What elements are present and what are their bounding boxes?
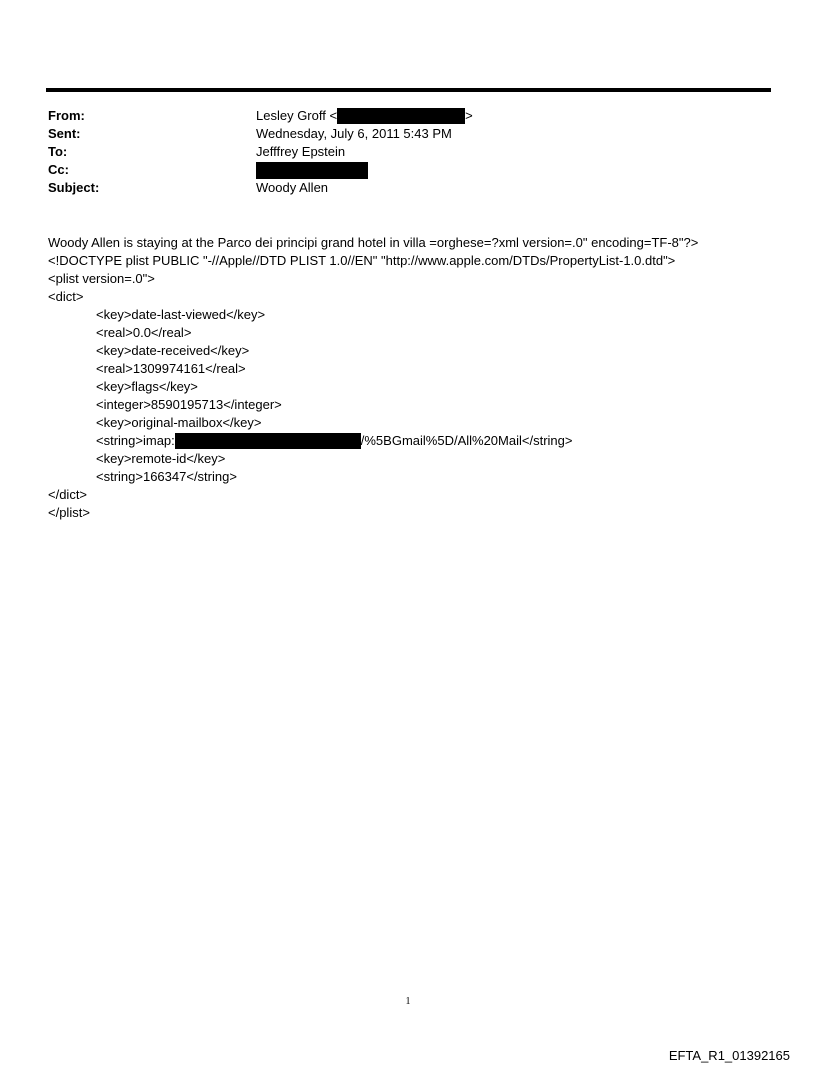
cc-label: Cc:	[48, 162, 69, 177]
to-label: To:	[48, 144, 68, 159]
body-line: <key>original-mailbox</key>	[96, 415, 262, 430]
header-rule	[46, 88, 771, 92]
subject-row	[48, 179, 748, 197]
body-line: <key>flags</key>	[96, 379, 198, 394]
body-line: <key>date-last-viewed</key>	[96, 307, 266, 322]
from-name: Lesley Groff <	[256, 108, 338, 123]
sent-value: Wednesday, July 6, 2011 5:43 PM	[256, 126, 452, 141]
cc-value	[256, 161, 368, 179]
from-close: >	[465, 108, 473, 123]
sent-label: Sent:	[48, 126, 81, 141]
sent-row	[48, 125, 748, 143]
subject-value: Woody Allen	[256, 180, 329, 195]
body-line: </plist>	[48, 505, 90, 520]
document-id: EFTA_R1_01392165	[668, 1048, 790, 1063]
body-line: Woody Allen is staying at the Parco dei principi grand hotel in villa =orghese=?xml version=.0" encoding=TF-8"?>	[48, 235, 699, 250]
from-value	[256, 107, 473, 125]
body-line: <key>remote-id</key>	[96, 451, 226, 466]
body-line: <real>1309974161</real>	[96, 361, 246, 376]
redaction-bar	[256, 162, 368, 179]
cc-row	[48, 161, 748, 179]
body-line: <!DOCTYPE plist PUBLIC "-//Apple//DTD PLIST 1.0//EN" "http://www.apple.com/DTDs/PropertyList-1.0.dtd">	[48, 253, 676, 268]
email-header	[48, 107, 748, 197]
body-line: <key>date-received</key>	[96, 343, 250, 358]
body-line: <string>166347</string>	[96, 469, 237, 484]
body-line: <integer>8590195713</integer>	[96, 397, 282, 412]
body-line-imap	[48, 432, 778, 450]
to-row	[48, 143, 748, 161]
page-number: 1	[405, 996, 411, 1007]
body-line: <real>0.0</real>	[96, 325, 192, 340]
body-line: <dict>	[48, 289, 84, 304]
redaction-bar	[175, 433, 361, 449]
imap-prefix: <string>imap:	[96, 433, 175, 448]
body-line: </dict>	[48, 487, 88, 502]
from-label: From:	[48, 108, 85, 123]
email-body	[48, 234, 778, 522]
body-line: <plist version=.0">	[48, 271, 155, 286]
from-row	[48, 107, 748, 125]
to-value: Jefffrey Epstein	[256, 144, 346, 159]
redaction-bar	[337, 108, 465, 124]
subject-label: Subject:	[48, 180, 100, 195]
imap-suffix: /%5BGmail%5D/All%20Mail</string>	[360, 433, 573, 448]
